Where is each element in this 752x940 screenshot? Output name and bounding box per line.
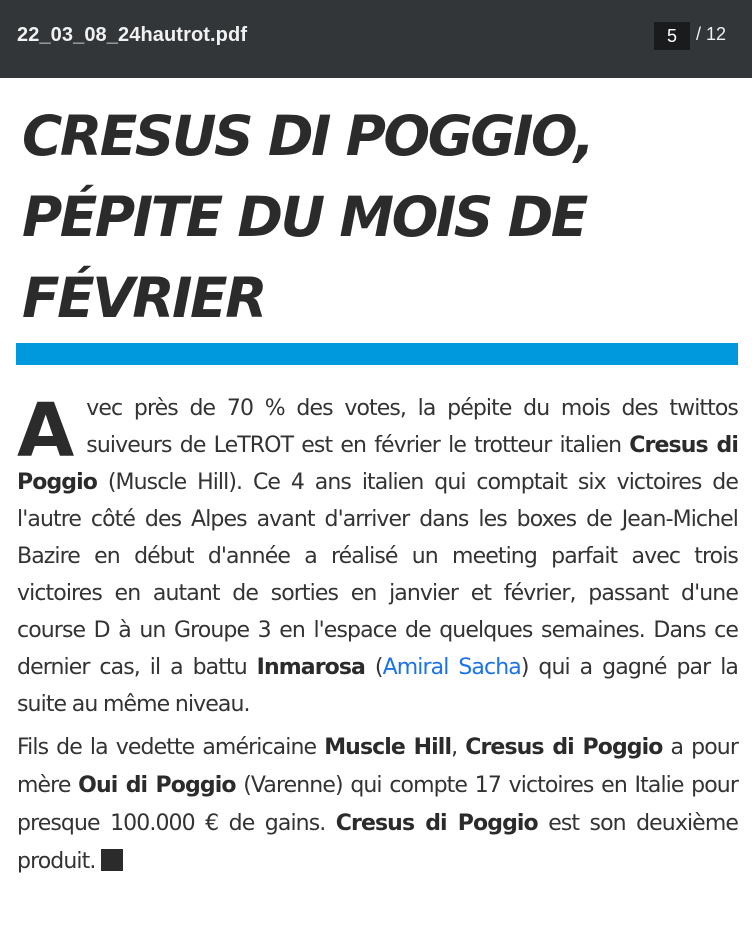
page-total: / 12 [696, 24, 727, 44]
p2-text-5: est son deuxième produit. [17, 811, 738, 874]
p2-text-1: Fils de la vedette américaine [17, 735, 325, 760]
p1-text-3: ( [365, 655, 383, 680]
headline-line-1: CRESUS DI POGGIO, [22, 104, 593, 168]
document-title: 22_03_08_24hautrot.pdf [17, 24, 248, 46]
end-of-article-square [101, 849, 123, 871]
p2-text-4: (Varenne) qui compte 17 victoires en Italie pour presque 100.000 € de gains. [17, 773, 738, 836]
p2-bold-2: Cresus di Poggio [465, 735, 663, 760]
p1-bold-horse-2: Inmarosa [256, 655, 365, 680]
headline-line-2: PÉPITE DU MOIS DE [22, 185, 586, 249]
p2-bold-4: Cresus di Poggio [335, 811, 538, 836]
p1-text-2: (Muscle Hill). Ce 4 ans italien qui comptait six victoires de l'autre côté des Alpes avant d'arriver dans les boxes de Jean-Michel Bazire en début d'année a réalisé un meeting parfait avec trois victoires en autant de sorties en janvier et février, passant d'une course D à un Groupe 3 en l'espace de quelques semaines. Dans ce dernier cas, il a battu [17, 470, 738, 680]
article-body [17, 390, 738, 881]
p2-bold-1: Muscle Hill [324, 735, 452, 760]
headline-line-3: FÉVRIER [22, 266, 265, 330]
p1-text-1: vec près de 70 % des votes, la pépite du mois des twittos suiveurs de LeTROT est en février le trotteur italien [86, 396, 738, 458]
p2-text-2: , [451, 735, 466, 760]
p2-text-3: a pour mère [17, 735, 739, 798]
article-headline [22, 96, 742, 339]
p1-bold-horse-1: Cresus di Poggio [17, 433, 738, 495]
pdf-toolbar [0, 0, 752, 78]
blue-divider-bar [16, 343, 738, 365]
paragraph-1 [17, 390, 738, 723]
page-number-input[interactable]: 5 [654, 22, 690, 50]
paragraph-2 [17, 729, 738, 881]
drop-cap: A [17, 388, 75, 474]
amiral-sacha-link[interactable]: Amiral Sacha [382, 655, 521, 680]
p1-text-4: ) qui a gagné par la suite au même niveau. [17, 655, 738, 717]
p2-bold-3: Oui di Poggio [78, 773, 236, 798]
